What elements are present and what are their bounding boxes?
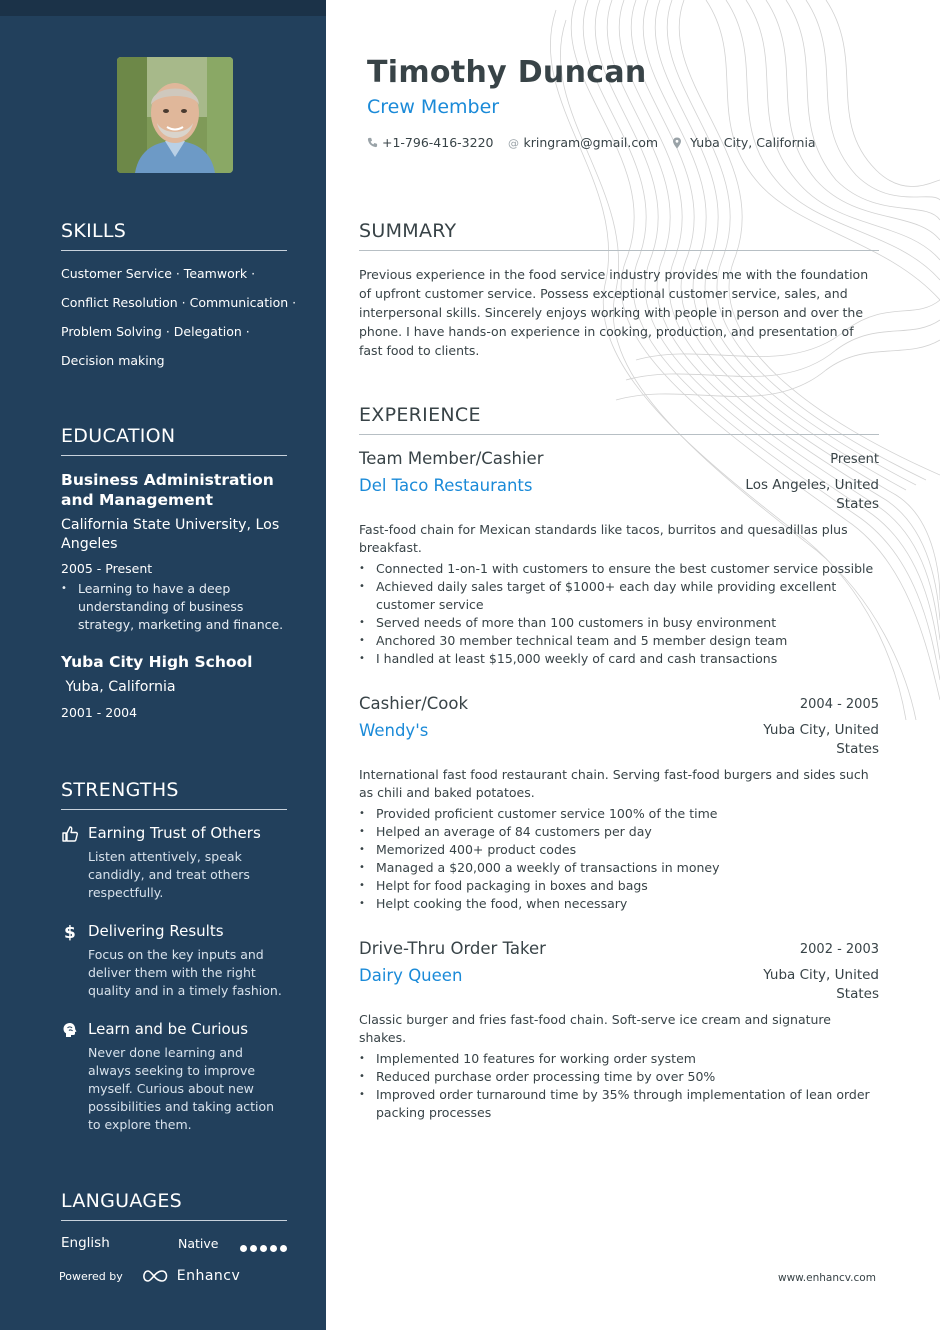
job-title-row — [359, 449, 879, 476]
sidebar — [0, 0, 326, 1330]
contact-info — [367, 135, 830, 150]
candidate-role: Crew Member — [367, 96, 500, 118]
contact-phone[interactable] — [367, 135, 494, 150]
job-dates: Present — [830, 452, 879, 467]
at-icon — [508, 137, 520, 149]
job-description: International fast food restaurant chain. Serving fast-food burgers and sides such as chili and baked potatoes. — [359, 767, 869, 800]
job-bullet: • Improved order turnaround time by 35% through implementation of lean order packing processes — [359, 1086, 879, 1122]
job-dates: 2004 - 2005 — [799, 697, 879, 712]
job-company-row — [359, 966, 879, 1011]
job-entry — [359, 694, 879, 913]
job-bullet: • Implemented 10 features for working order system — [359, 1050, 879, 1068]
job-bullet: • I handled at least $15,000 weekly of card and cash transactions — [359, 650, 879, 668]
job-bullet: • Memorized 400+ product codes — [359, 841, 879, 859]
phone-text: +1-796-416-3220 — [382, 135, 494, 150]
language-name: English — [61, 1235, 110, 1251]
skills-line: Customer Service · Teamwork · — [61, 266, 256, 281]
job-location: Los Angeles, United States — [745, 477, 879, 512]
strengths-section — [61, 779, 287, 1134]
job-description: Classic burger and fries fast-food chain. Soft-serve ice cream and signature shakes. — [359, 1012, 831, 1045]
languages-heading: LANGUAGES — [61, 1190, 287, 1221]
education-heading: EDUCATION — [61, 425, 287, 456]
location-text: Yuba City, California — [690, 135, 816, 150]
footer-url[interactable]: www.enhancv.com — [778, 1272, 876, 1284]
skills-line: Decision making — [61, 353, 165, 368]
strength-title: Learn and be Curious — [88, 1020, 249, 1038]
job-bullets — [359, 805, 879, 913]
job-bullets — [359, 560, 879, 668]
job-bullets — [359, 1050, 879, 1122]
strength-title: Earning Trust of Others — [88, 824, 261, 842]
strength-description: Focus on the key inputs and deliver them with the right quality and in a timely fashion. — [88, 947, 282, 998]
strength-item — [61, 824, 287, 902]
job-bullet: • Provided proficient customer service 100% of the time — [359, 805, 879, 823]
skills-line: Conflict Resolution · Communication · — [61, 295, 297, 310]
proficiency-dot — [260, 1245, 267, 1252]
language-level: Native — [178, 1236, 219, 1251]
contact-location — [672, 135, 816, 150]
education-degree: Business Administration and Management — [61, 471, 274, 509]
job-title-row — [359, 694, 879, 721]
strengths-heading: STRENGTHS — [61, 779, 287, 810]
strength-item — [61, 922, 287, 1000]
enhancv-logo[interactable] — [140, 1268, 241, 1284]
education-school: California State University, Los Angeles — [61, 517, 280, 552]
job-company: Wendy's — [359, 721, 429, 740]
job-title: Drive-Thru Order Taker — [359, 939, 546, 958]
skills-line: Problem Solving · Delegation · — [61, 324, 250, 339]
powered-by — [59, 1268, 240, 1284]
job-entry — [359, 449, 879, 668]
job-dates: 2002 - 2003 — [799, 942, 879, 957]
email-text: kringram@gmail.com — [523, 135, 659, 150]
svg-text:$: $ — [64, 923, 76, 941]
sidebar-top-bar — [0, 0, 326, 16]
dollar-icon — [61, 923, 79, 941]
job-company-row — [359, 721, 879, 766]
job-title-row — [359, 939, 879, 966]
job-bullet: • Reduced purchase order processing time by over 50% — [359, 1068, 879, 1086]
job-location: Yuba City, United States — [763, 967, 879, 1002]
language-proficiency-dots — [237, 1240, 287, 1256]
experience-section — [359, 404, 879, 1122]
education-bullets — [61, 580, 287, 634]
candidate-name: Timothy Duncan — [367, 55, 647, 90]
education-school: Yuba, California — [61, 679, 176, 695]
summary-text: Previous experience in the food service industry provides me with the foundation of upfront customer service. Possess exceptional customer service, sales, and interpersonal skills. Sincerely enjoys working with people in person and over the phone. I have hands-on experience in cooking, production, and presentation of fast food to clients. — [359, 267, 869, 358]
job-bullet: • Served needs of more than 100 customers in busy environment — [359, 614, 879, 632]
job-company: Dairy Queen — [359, 966, 463, 985]
job-bullet: • Connected 1-on-1 with customers to ensure the best customer service possible — [359, 560, 879, 578]
strength-description: Listen attentively, speak candidly, and treat others respectfully. — [88, 849, 250, 900]
summary-section — [359, 220, 879, 360]
thumbs-up-icon — [61, 825, 79, 843]
infinity-icon — [140, 1268, 172, 1284]
job-bullet: • Achieved daily sales target of $1000+ each day while providing excellent customer service — [359, 578, 879, 614]
proficiency-dot — [270, 1245, 277, 1252]
skills-list — [61, 265, 297, 381]
brand-name: Enhancv — [176, 1268, 241, 1284]
strength-item — [61, 1020, 287, 1134]
job-bullet: • Helpt for food packaging in boxes and bags — [359, 877, 879, 895]
education-dates: 2001 - 2004 — [61, 704, 138, 720]
proficiency-dot — [280, 1245, 287, 1252]
job-bullet: • Managed a $20,000 a weekly of transactions in money — [359, 859, 879, 877]
summary-heading: SUMMARY — [359, 220, 879, 251]
skills-heading: SKILLS — [61, 220, 287, 251]
education-dates: 2005 - Present — [61, 561, 153, 576]
location-pin-icon — [672, 137, 682, 149]
strength-description: Never done learning and always seeking to improve myself. Curious about new possibilities and taking action to explore them. — [88, 1045, 275, 1132]
skills-section — [61, 220, 297, 381]
proficiency-dot — [240, 1245, 247, 1252]
job-bullet: • Helped an average of 84 customers per day — [359, 823, 879, 841]
job-location: Yuba City, United States — [763, 722, 879, 757]
strength-title: Delivering Results — [88, 922, 224, 940]
job-company-row — [359, 476, 879, 521]
education-entry — [61, 470, 287, 634]
job-entry — [359, 939, 879, 1122]
powered-by-label: Powered by — [59, 1269, 123, 1283]
education-entry — [61, 652, 287, 720]
job-title: Team Member/Cashier — [359, 449, 544, 468]
languages-section — [61, 1190, 287, 1253]
job-bullet: • Anchored 30 member technical team and 5 member design team — [359, 632, 879, 650]
profile-photo — [117, 57, 233, 173]
phone-icon — [367, 137, 378, 148]
education-section — [61, 425, 287, 720]
job-description: Fast-food chain for Mexican standards like tacos, burritos and quesadillas plus breakfast. — [359, 522, 848, 555]
job-title: Cashier/Cook — [359, 694, 469, 713]
proficiency-dot — [250, 1245, 257, 1252]
experience-heading: EXPERIENCE — [359, 404, 879, 435]
language-item — [61, 1235, 287, 1253]
education-bullet: • Learning to have a deep understanding of business strategy, marketing and finance. — [61, 580, 287, 634]
education-degree: Yuba City High School — [61, 653, 253, 671]
contact-email[interactable] — [508, 135, 659, 150]
job-company: Del Taco Restaurants — [359, 476, 533, 495]
svg-text:@: @ — [507, 136, 519, 149]
brain-icon — [61, 1021, 79, 1039]
job-bullet: • Helpt cooking the food, when necessary — [359, 895, 879, 913]
